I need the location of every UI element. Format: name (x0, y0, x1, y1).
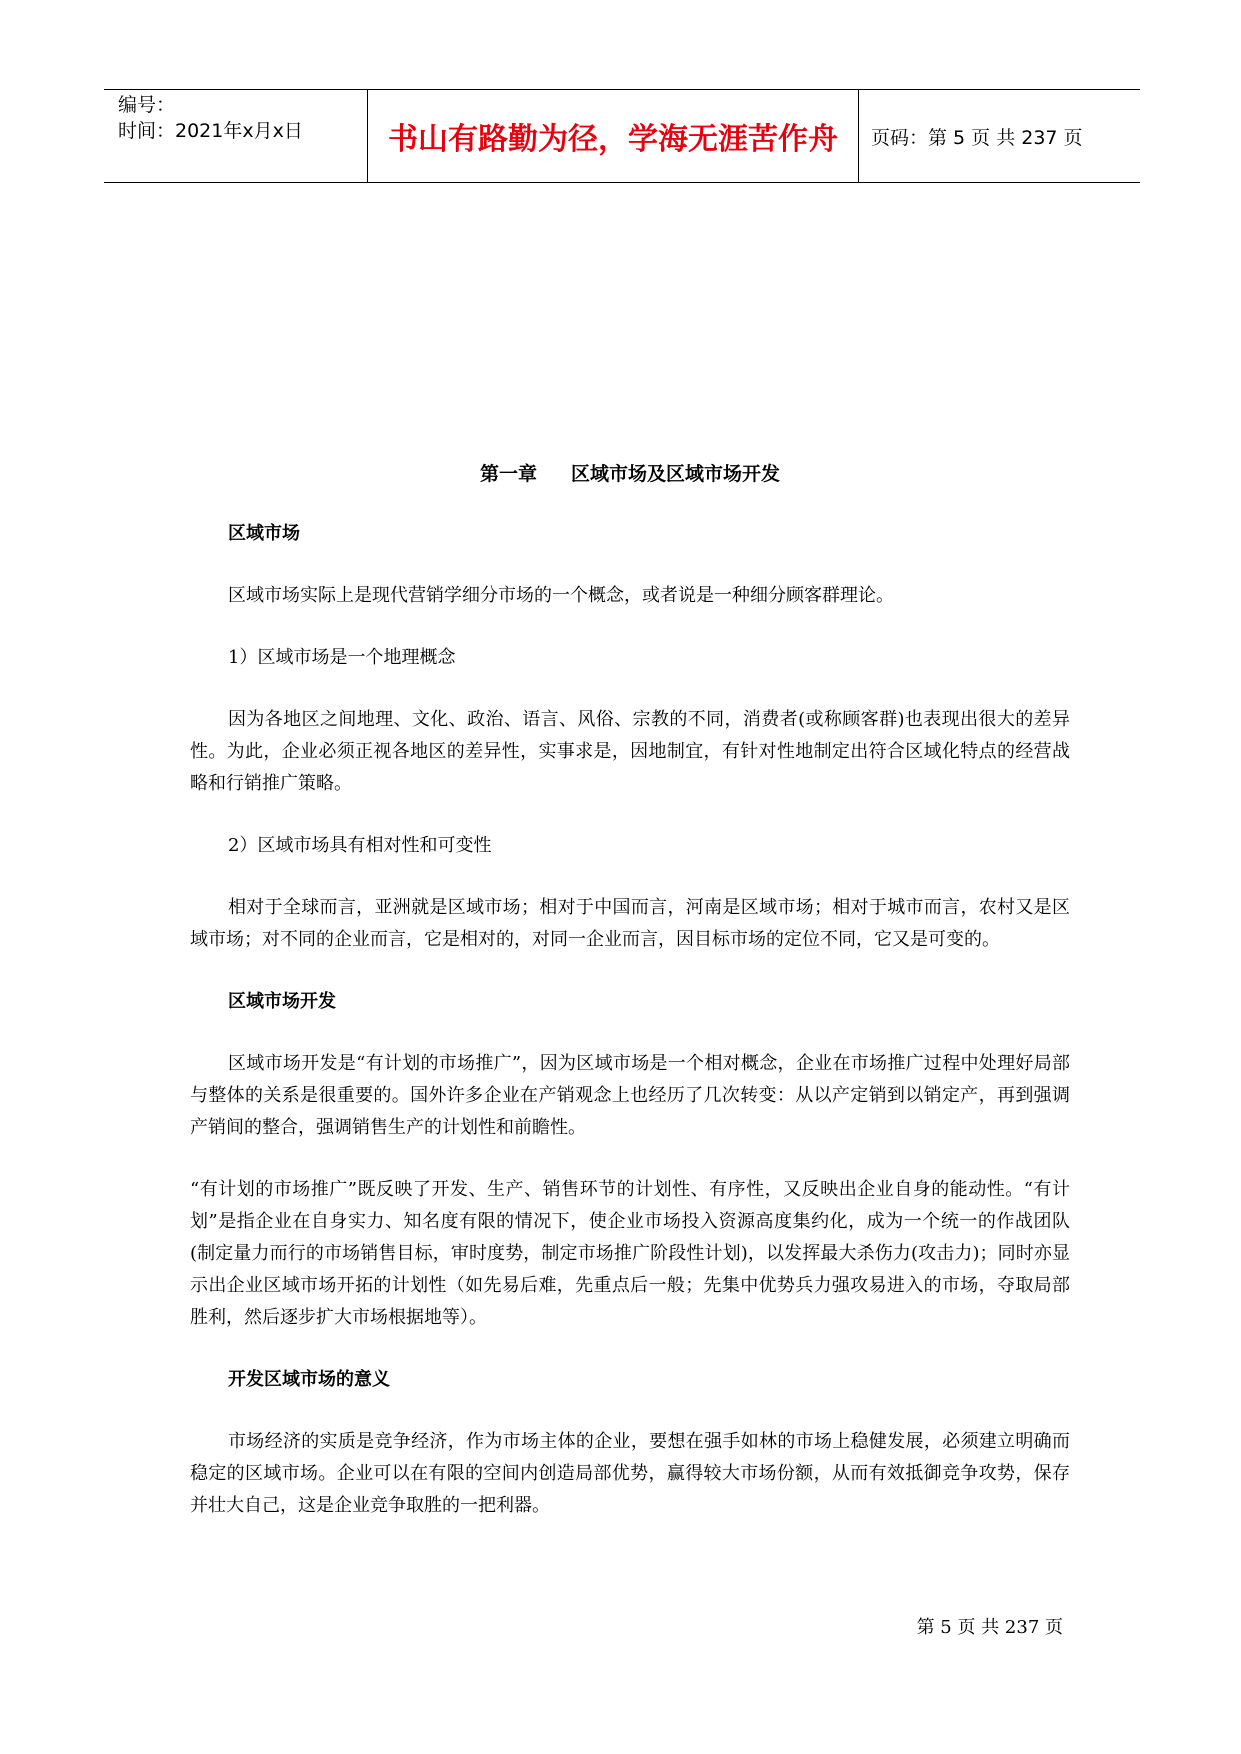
chapter-title (190, 458, 1070, 490)
paragraph: 区域市场实际上是现代营销学细分市场的一个概念，或者说是一种细分顾客群理论。 (228, 585, 894, 606)
chapter-number: 第一章 (479, 463, 537, 485)
section-heading: 区域市场 (228, 523, 300, 544)
number-label: 编号： (118, 94, 176, 116)
header-motto: 书山有路勤为径，学海无涯苦作舟 (368, 90, 859, 182)
paragraph: 市场经济的实质是竞争经济，作为市场主体的企业，要想在强手如林的市场上稳健发展，必须建立明确而稳定的区域市场。企业可以在有限的空间内创造局部优势，赢得较大市场份额，从而有效抵御竞争攻势，保存并壮大自己，这是企业竞争取胜的一把利器。 (190, 1431, 1070, 1516)
header-page-label: 页码：第 5 页 共 237 页 (871, 126, 1083, 149)
paragraph: 区域市场开发是“有计划的市场推广”，因为区域市场是一个相对概念，企业在市场推广过程中处理好局部与整体的关系是很重要的。国外许多企业在产销观念上也经历了几次转变：从以产定销到以销定产，再到强调产销间的整合，强调销售生产的计划性和前瞻性。 (190, 1053, 1070, 1138)
paragraph: 因为各地区之间地理、文化、政治、语言、风俗、宗教的不同，消费者(或称顾客群)也表现出很大的差异性。为此，企业必须正视各地区的差异性，实事求是，因地制宜，有针对性地制定出符合区域化特点的经营战略和行销推广策略。 (190, 709, 1070, 794)
section-heading: 开发区域市场的意义 (228, 1369, 390, 1390)
time-label: 时间：2021年x月x日 (118, 120, 303, 142)
header-meta (104, 90, 368, 182)
list-item: 1）区域市场是一个地理概念 (228, 647, 456, 668)
paragraph: “有计划的市场推广”既反映了开发、生产、销售环节的计划性、有序性，又反映出企业自身的能动性。“有计划”是指企业在自身实力、知名度有限的情况下，使企业市场投入资源高度集约化，成为一个统一的作战团队(制定量力而行的市场销售目标，审时度势，制定市场推广阶段性计划)，以发挥最大杀伤力(攻击力)；同时亦显示出企业区域市场开拓的计划性（如先易后难，先重点后一般；先集中优势兵力强攻易进入的市场，夺取局部胜利，然后逐步扩大市场根据地等）。 (190, 1179, 1070, 1328)
page-header (104, 89, 1140, 183)
list-item: 2）区域市场具有相对性和可变性 (228, 835, 492, 856)
page-footer: 第 5 页 共 237 页 (916, 1617, 1063, 1638)
section-heading: 区域市场开发 (228, 991, 336, 1012)
paragraph: 相对于全球而言，亚洲就是区域市场；相对于中国而言，河南是区域市场；相对于城市而言，农村又是区域市场；对不同的企业而言，它是相对的，对同一企业而言，因目标市场的定位不同，它又是可变的。 (190, 897, 1070, 950)
document-body (190, 458, 1070, 1552)
chapter-name: 区域市场及区域市场开发 (571, 463, 781, 485)
